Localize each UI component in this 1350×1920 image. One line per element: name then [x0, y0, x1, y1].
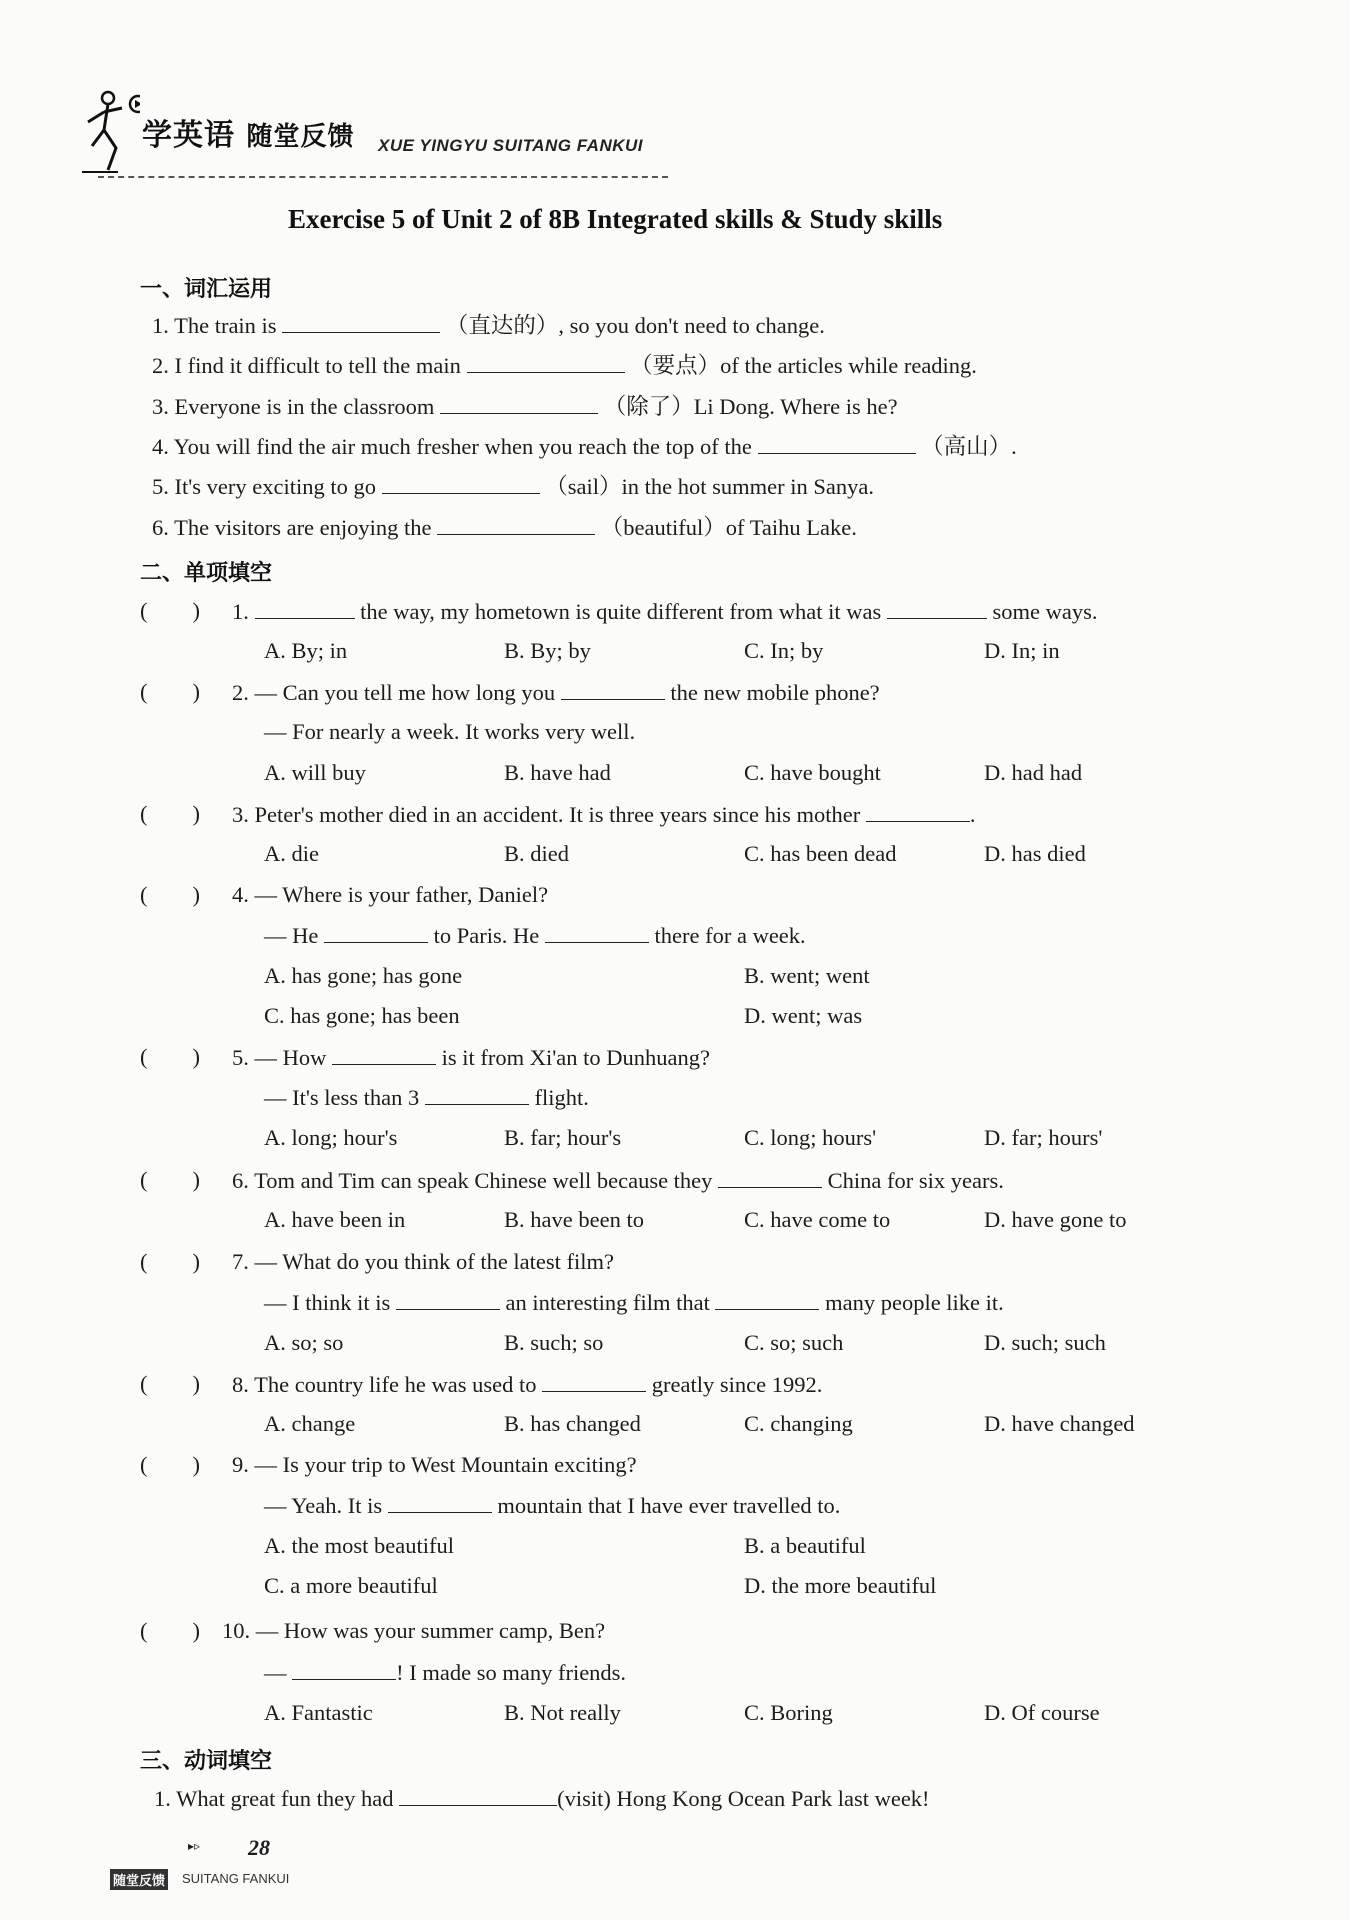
option-a[interactable]: A. long; hour's: [264, 1125, 398, 1150]
option-a[interactable]: A. die: [264, 841, 319, 866]
option-a[interactable]: A. so; so: [264, 1330, 344, 1355]
option-b[interactable]: B. a beautiful: [744, 1533, 866, 1558]
vocab-item: 5. It's very exciting to go （sail）in the hot summer in Sanya.: [152, 471, 874, 502]
answer-blank[interactable]: [542, 1369, 646, 1392]
option-d[interactable]: D. Of course: [984, 1700, 1100, 1725]
option-a[interactable]: A. change: [264, 1411, 356, 1436]
vocab-item: 6. The visitors are enjoying the （beautiful）of Taihu Lake.: [152, 512, 857, 543]
answer-blank[interactable]: [399, 1783, 557, 1806]
section-heading-vocab: 一、词汇运用: [140, 277, 273, 302]
answer-blank[interactable]: [561, 677, 665, 700]
option-b[interactable]: B. went; went: [744, 963, 870, 988]
vocab-item: 3. Everyone is in the classroom （除了）Li Dong. Where is he?: [152, 391, 898, 422]
vocab-item: 4. You will find the air much fresher when you reach the top of the （高山）.: [152, 431, 1017, 462]
answer-paren[interactable]: ( ): [140, 1249, 200, 1274]
question-7: 7. — What do you think of the latest film?: [232, 1249, 615, 1274]
answer-paren[interactable]: ( ): [140, 679, 200, 704]
option-b[interactable]: B. have had: [504, 760, 611, 785]
answer-paren[interactable]: ( ): [140, 1167, 200, 1192]
option-a[interactable]: A. By; in: [264, 638, 348, 663]
answer-blank[interactable]: [758, 431, 916, 454]
option-c[interactable]: C. has been dead: [744, 841, 897, 866]
option-c[interactable]: C. long; hours': [744, 1125, 877, 1150]
question-2-reply: — For nearly a week. It works very well.: [264, 719, 636, 744]
question-9-reply: — Yeah. It is mountain that I have ever travelled to.: [264, 1490, 840, 1521]
option-b[interactable]: B. has changed: [504, 1411, 641, 1436]
section-heading-choice: 二、单项填空: [140, 561, 273, 586]
option-a[interactable]: A. the most beautiful: [264, 1533, 454, 1558]
answer-blank[interactable]: [440, 391, 598, 414]
answer-blank[interactable]: [282, 310, 440, 333]
answer-blank[interactable]: [866, 799, 970, 822]
option-c[interactable]: C. In; by: [744, 638, 824, 663]
answer-blank[interactable]: [545, 920, 649, 943]
page-number: 28: [248, 1835, 270, 1860]
answer-blank[interactable]: [715, 1287, 819, 1310]
option-d[interactable]: D. have gone to: [984, 1207, 1127, 1232]
option-d[interactable]: D. In; in: [984, 638, 1060, 663]
verb-item: 1. What great fun they had (visit) Hong Kong Ocean Park last week!: [154, 1783, 930, 1814]
option-b[interactable]: B. By; by: [504, 638, 591, 663]
answer-paren[interactable]: ( ): [140, 1371, 200, 1396]
answer-blank[interactable]: [255, 596, 355, 619]
footer-english: SUITANG FANKUI: [182, 1871, 290, 1886]
answer-paren[interactable]: ( ): [140, 1044, 200, 1069]
question-3: 3. Peter's mother died in an accident. It is three years since his mother .: [232, 799, 975, 830]
question-6: 6. Tom and Tim can speak Chinese well because they China for six years.: [232, 1165, 1004, 1196]
question-10: 10. — How was your summer camp, Ben?: [222, 1618, 606, 1643]
question-8: 8. The country life he was used to greatly since 1992.: [232, 1369, 822, 1400]
answer-blank[interactable]: [324, 920, 428, 943]
option-c[interactable]: C. have come to: [744, 1207, 891, 1232]
question-5-reply: — It's less than 3 flight.: [264, 1082, 589, 1113]
question-1: 1. the way, my hometown is quite different from what it was some ways.: [232, 596, 1098, 627]
answer-blank[interactable]: [332, 1042, 436, 1065]
page-title: Exercise 5 of Unit 2 of 8B Integrated skills & Study skills: [288, 204, 943, 234]
option-d[interactable]: D. far; hours': [984, 1125, 1103, 1150]
option-a[interactable]: A. will buy: [264, 760, 366, 785]
question-7-reply: — I think it is an interesting film that many people like it.: [264, 1287, 1004, 1318]
answer-blank[interactable]: [887, 596, 987, 619]
option-d[interactable]: D. such; such: [984, 1330, 1106, 1355]
answer-paren[interactable]: ( ): [140, 1618, 200, 1643]
answer-paren[interactable]: ( ): [140, 801, 200, 826]
answer-blank[interactable]: [437, 512, 595, 535]
option-d[interactable]: D. went; was: [744, 1003, 863, 1028]
answer-blank[interactable]: [292, 1657, 396, 1680]
answer-blank[interactable]: [467, 350, 625, 373]
arrow-icon: ▸▹: [188, 1839, 201, 1853]
page-footer: [110, 1835, 410, 1895]
question-5: 5. — How is it from Xi'an to Dunhuang?: [232, 1042, 710, 1073]
logo-title: 学英语 随堂反馈: [142, 118, 355, 153]
header-banner: [78, 80, 678, 180]
vocab-item: 2. I find it difficult to tell the main （要点）of the articles while reading.: [152, 350, 977, 381]
question-4-reply: — He to Paris. He there for a week.: [264, 920, 806, 951]
question-2: 2. — Can you tell me how long you the new mobile phone?: [232, 677, 880, 708]
answer-blank[interactable]: [396, 1287, 500, 1310]
option-b[interactable]: B. died: [504, 841, 569, 866]
footer-badge: 随堂反馈: [110, 1869, 168, 1890]
option-a[interactable]: A. Fantastic: [264, 1700, 373, 1725]
question-4: 4. — Where is your father, Daniel?: [232, 882, 549, 907]
option-a[interactable]: A. have been in: [264, 1207, 406, 1232]
option-c[interactable]: C. has gone; has been: [264, 1003, 460, 1028]
option-c[interactable]: C. Boring: [744, 1700, 833, 1725]
answer-paren[interactable]: ( ): [140, 598, 200, 623]
option-b[interactable]: B. far; hour's: [504, 1125, 622, 1150]
option-b[interactable]: B. such; so: [504, 1330, 604, 1355]
option-a[interactable]: A. has gone; has gone: [264, 963, 463, 988]
answer-blank[interactable]: [382, 471, 540, 494]
option-c[interactable]: C. have bought: [744, 760, 881, 785]
option-d[interactable]: D. had had: [984, 760, 1083, 785]
option-c[interactable]: C. so; such: [744, 1330, 844, 1355]
vocab-item: 1. The train is （直达的）, so you don't need to change.: [152, 310, 825, 341]
answer-blank[interactable]: [425, 1082, 529, 1105]
logo-english: XUE YINGYU SUITANG FANKUI: [378, 136, 644, 155]
option-b[interactable]: B. Not really: [504, 1700, 621, 1725]
answer-paren[interactable]: ( ): [140, 1452, 200, 1477]
header-divider: [98, 176, 668, 178]
option-d[interactable]: D. have changed: [984, 1411, 1135, 1436]
section-heading-verbs: 三、动词填空: [140, 1749, 273, 1774]
answer-blank[interactable]: [388, 1490, 492, 1513]
answer-blank[interactable]: [718, 1165, 822, 1188]
option-c[interactable]: C. a more beautiful: [264, 1573, 438, 1598]
option-d[interactable]: D. has died: [984, 841, 1086, 866]
option-b[interactable]: B. have been to: [504, 1207, 644, 1232]
question-9: 9. — Is your trip to West Mountain exciting?: [232, 1452, 637, 1477]
answer-paren[interactable]: ( ): [140, 882, 200, 907]
question-10-reply: — ! I made so many friends.: [264, 1657, 626, 1688]
runner-logo-icon: [78, 88, 140, 178]
option-d[interactable]: D. the more beautiful: [744, 1573, 937, 1598]
option-c[interactable]: C. changing: [744, 1411, 853, 1436]
